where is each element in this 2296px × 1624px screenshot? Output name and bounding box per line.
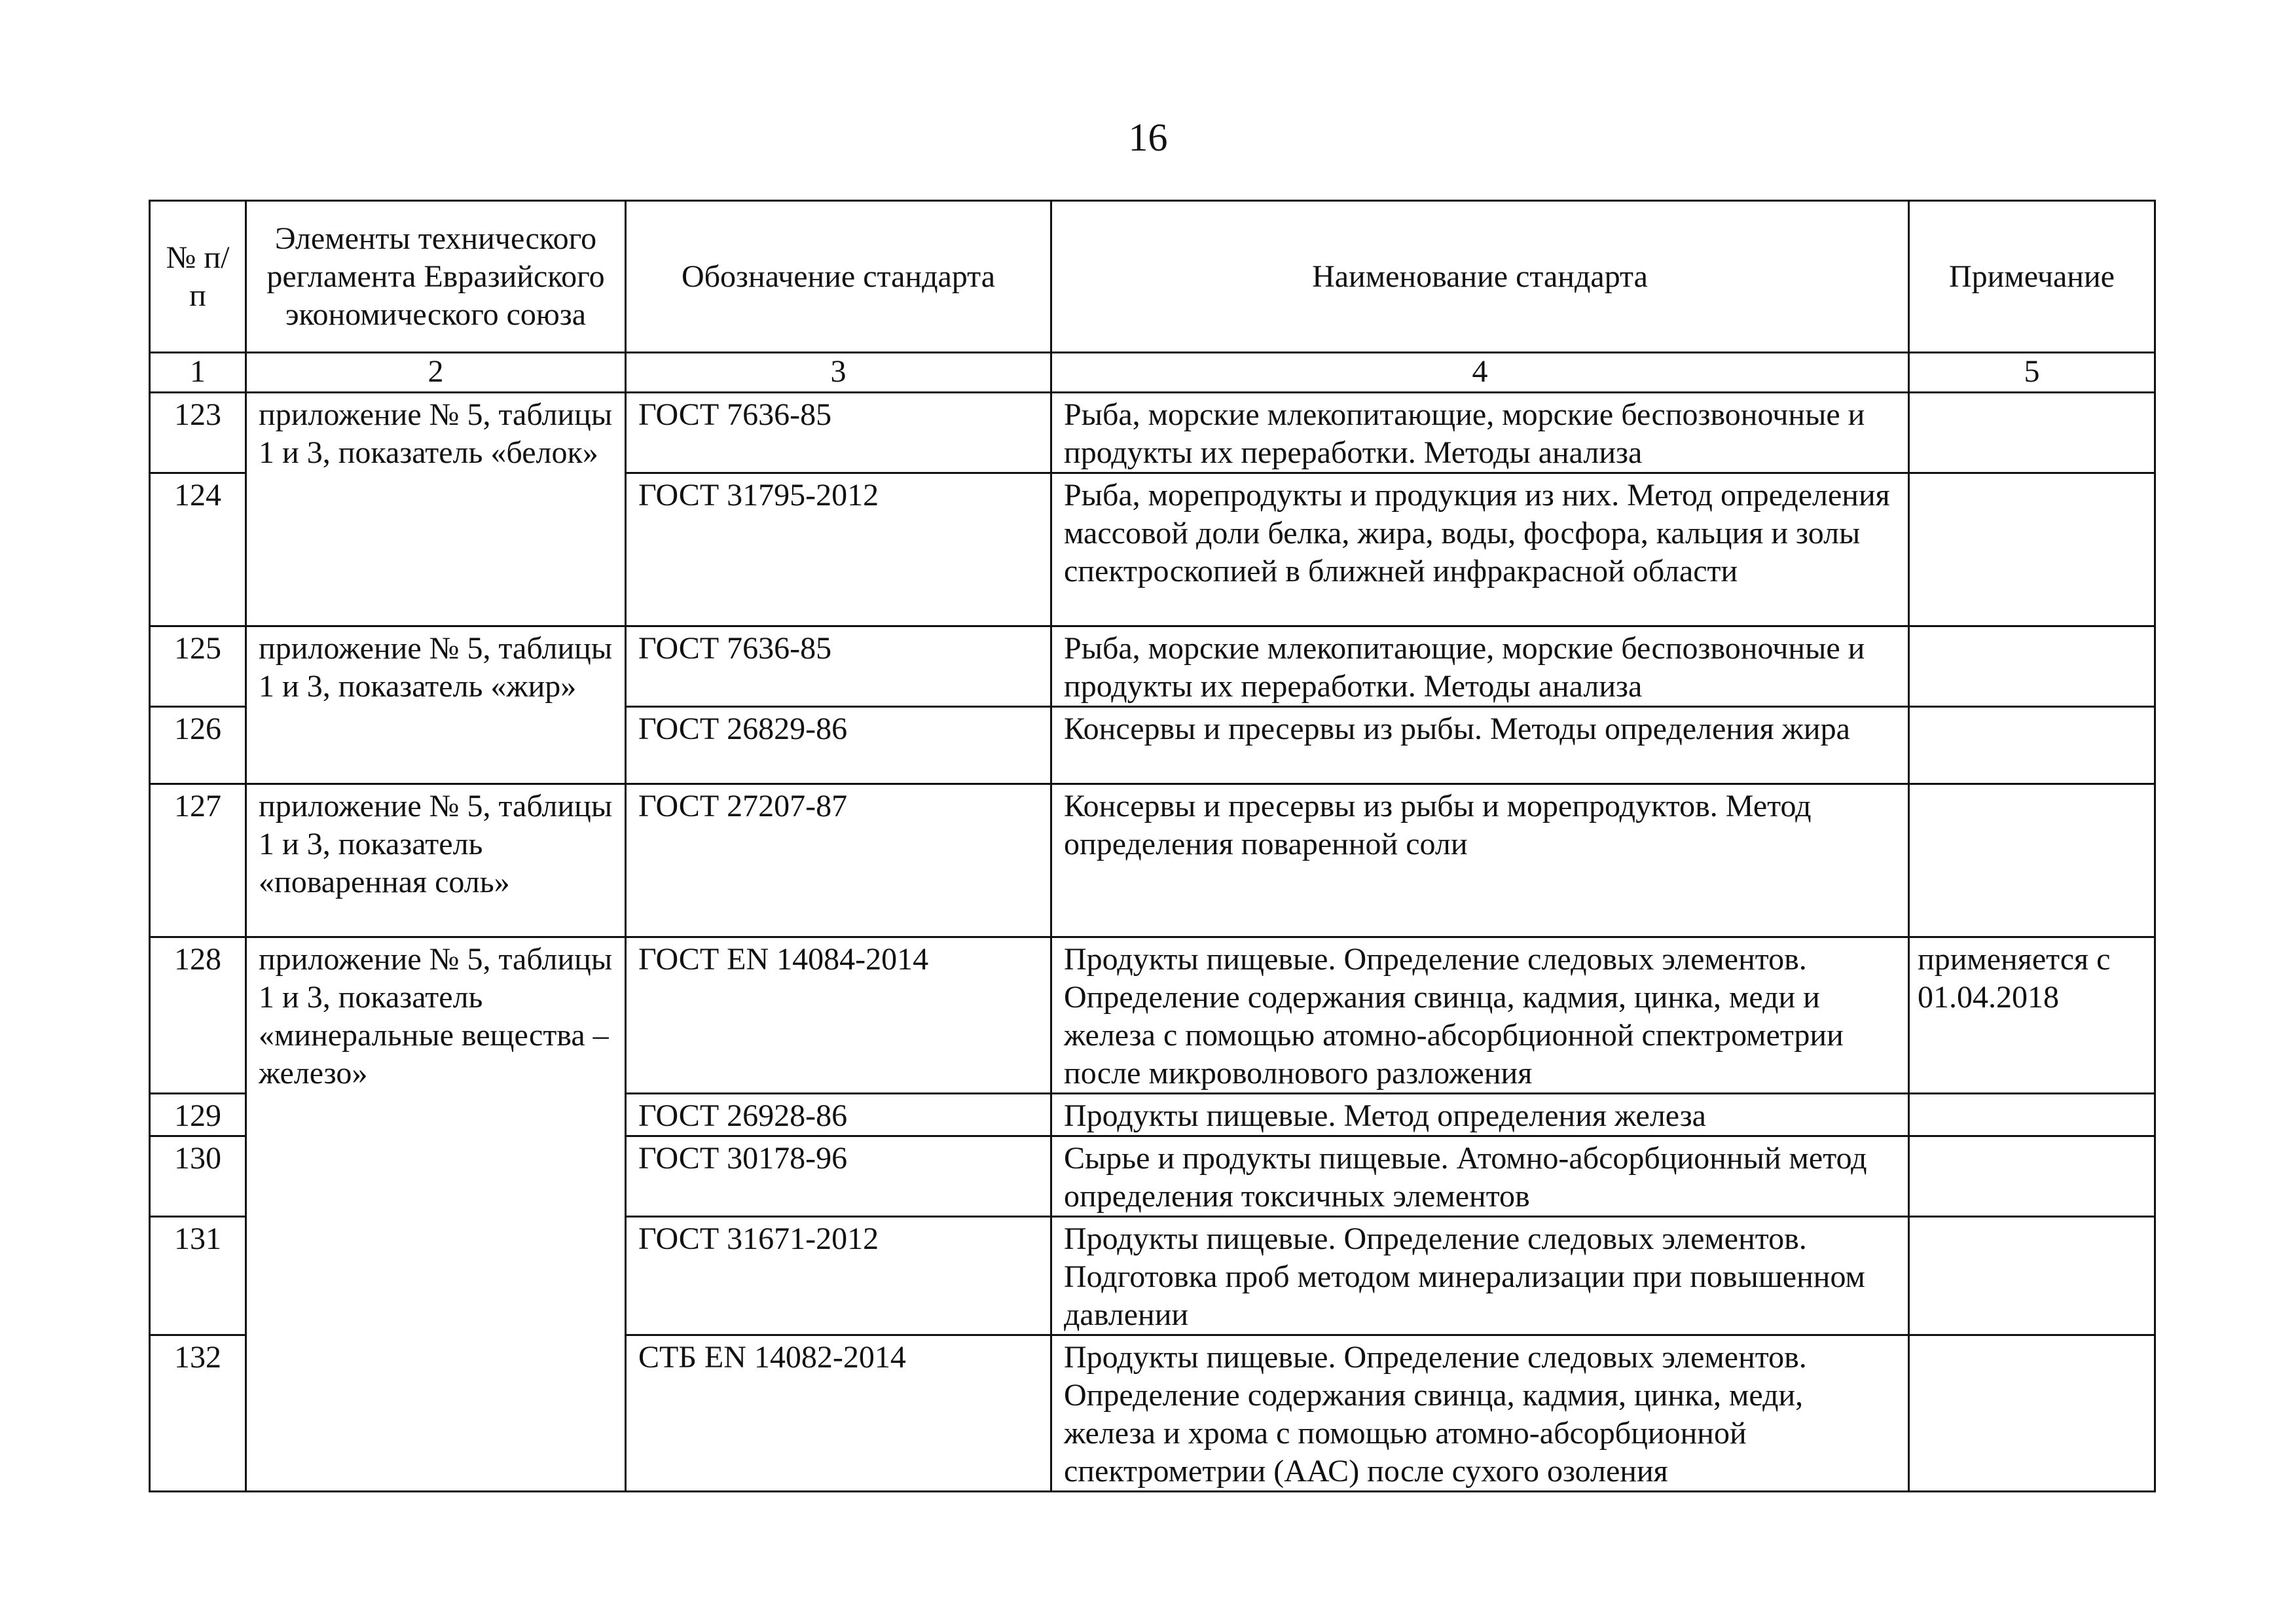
standard-name: Продукты пищевые. Определение следовых элементов. Определение содержания свинца, кадмия, цинка, меди и железа с помощью атомно-абсорбционной спектрометрии после микроволнового разложения — [1051, 937, 1909, 1094]
standard-designation: СТБ EN 14082-2014 — [626, 1335, 1051, 1492]
page-number: 16 — [1128, 116, 1168, 159]
standard-designation: ГОСТ 27207-87 — [626, 784, 1051, 937]
table-row — [150, 393, 2155, 473]
standard-designation: ГОСТ 31671-2012 — [626, 1217, 1051, 1335]
regulation-element: приложение № 5, таблицы 1 и 3, показатель «минеральные вещества – железо» — [246, 937, 626, 1492]
standard-name: Продукты пищевые. Метод определения железа — [1051, 1094, 1909, 1136]
header-designation: Обозначение стандарта — [626, 201, 1051, 353]
standard-note — [1909, 707, 2155, 784]
table-row — [150, 937, 2155, 1094]
standard-note — [1909, 1335, 2155, 1492]
standard-designation: ГОСТ 26928-86 — [626, 1094, 1051, 1136]
row-number: 124 — [150, 473, 246, 626]
regulation-element: приложение № 5, таблицы 1 и 3, показатель «жир» — [246, 626, 626, 784]
row-number: 126 — [150, 707, 246, 784]
standard-note: применяется с 01.04.2018 — [1909, 937, 2155, 1094]
regulation-element: приложение № 5, таблицы 1 и 3, показатель «поваренная соль» — [246, 784, 626, 937]
standards-table — [149, 200, 2156, 1492]
column-number: 3 — [626, 353, 1051, 393]
row-number: 128 — [150, 937, 246, 1094]
standard-name: Рыба, морские млекопитающие, морские беспозвоночные и продукты их переработки. Методы анализа — [1051, 393, 1909, 473]
table-row — [150, 626, 2155, 707]
standard-designation: ГОСТ 26829-86 — [626, 707, 1051, 784]
row-number: 131 — [150, 1217, 246, 1335]
standard-name: Консервы и пресервы из рыбы. Методы определения жира — [1051, 707, 1909, 784]
standard-designation: ГОСТ 7636-85 — [626, 626, 1051, 707]
standard-designation: ГОСТ 31795-2012 — [626, 473, 1051, 626]
header-row — [150, 201, 2155, 353]
column-number-row — [150, 353, 2155, 393]
standard-name: Рыба, морские млекопитающие, морские беспозвоночные и продукты их переработки. Методы анализа — [1051, 626, 1909, 707]
standard-note — [1909, 1217, 2155, 1335]
row-number: 123 — [150, 393, 246, 473]
row-number: 132 — [150, 1335, 246, 1492]
header-elements: Элементы технического регламента Евразийского экономического союза — [246, 201, 626, 353]
standard-note — [1909, 1136, 2155, 1217]
row-number: 129 — [150, 1094, 246, 1136]
regulation-element: приложение № 5, таблицы 1 и 3, показатель «белок» — [246, 393, 626, 626]
header-name: Наименование стандарта — [1051, 201, 1909, 353]
standard-designation: ГОСТ EN 14084-2014 — [626, 937, 1051, 1094]
table-row — [150, 784, 2155, 937]
standard-note — [1909, 626, 2155, 707]
standard-name: Рыба, морепродукты и продукция из них. Метод определения массовой доли белка, жира, воды, фосфора, кальция и золы спектроскопией в ближней инфракрасной области — [1051, 473, 1909, 626]
column-number: 2 — [246, 353, 626, 393]
standard-designation: ГОСТ 7636-85 — [626, 393, 1051, 473]
standard-name: Продукты пищевые. Определение следовых элементов. Подготовка проб методом минерализации при повышенном давлении — [1051, 1217, 1909, 1335]
header-note: Примечание — [1909, 201, 2155, 353]
standard-note — [1909, 1094, 2155, 1136]
standard-note — [1909, 784, 2155, 937]
standard-name: Продукты пищевые. Определение следовых элементов. Определение содержания свинца, кадмия, цинка, меди, железа и хрома с помощью атомно-абсорбционной спектрометрии (ААС) после сухого озоления — [1051, 1335, 1909, 1492]
standard-note — [1909, 393, 2155, 473]
header-no: № п/п — [150, 201, 246, 353]
row-number: 125 — [150, 626, 246, 707]
row-number: 127 — [150, 784, 246, 937]
column-number: 1 — [150, 353, 246, 393]
standard-designation: ГОСТ 30178-96 — [626, 1136, 1051, 1217]
standard-name: Сырье и продукты пищевые. Атомно-абсорбционный метод определения токсичных элементов — [1051, 1136, 1909, 1217]
column-number: 5 — [1909, 353, 2155, 393]
column-number: 4 — [1051, 353, 1909, 393]
standard-name: Консервы и пресервы из рыбы и морепродуктов. Метод определения поваренной соли — [1051, 784, 1909, 937]
standard-note — [1909, 473, 2155, 626]
row-number: 130 — [150, 1136, 246, 1217]
